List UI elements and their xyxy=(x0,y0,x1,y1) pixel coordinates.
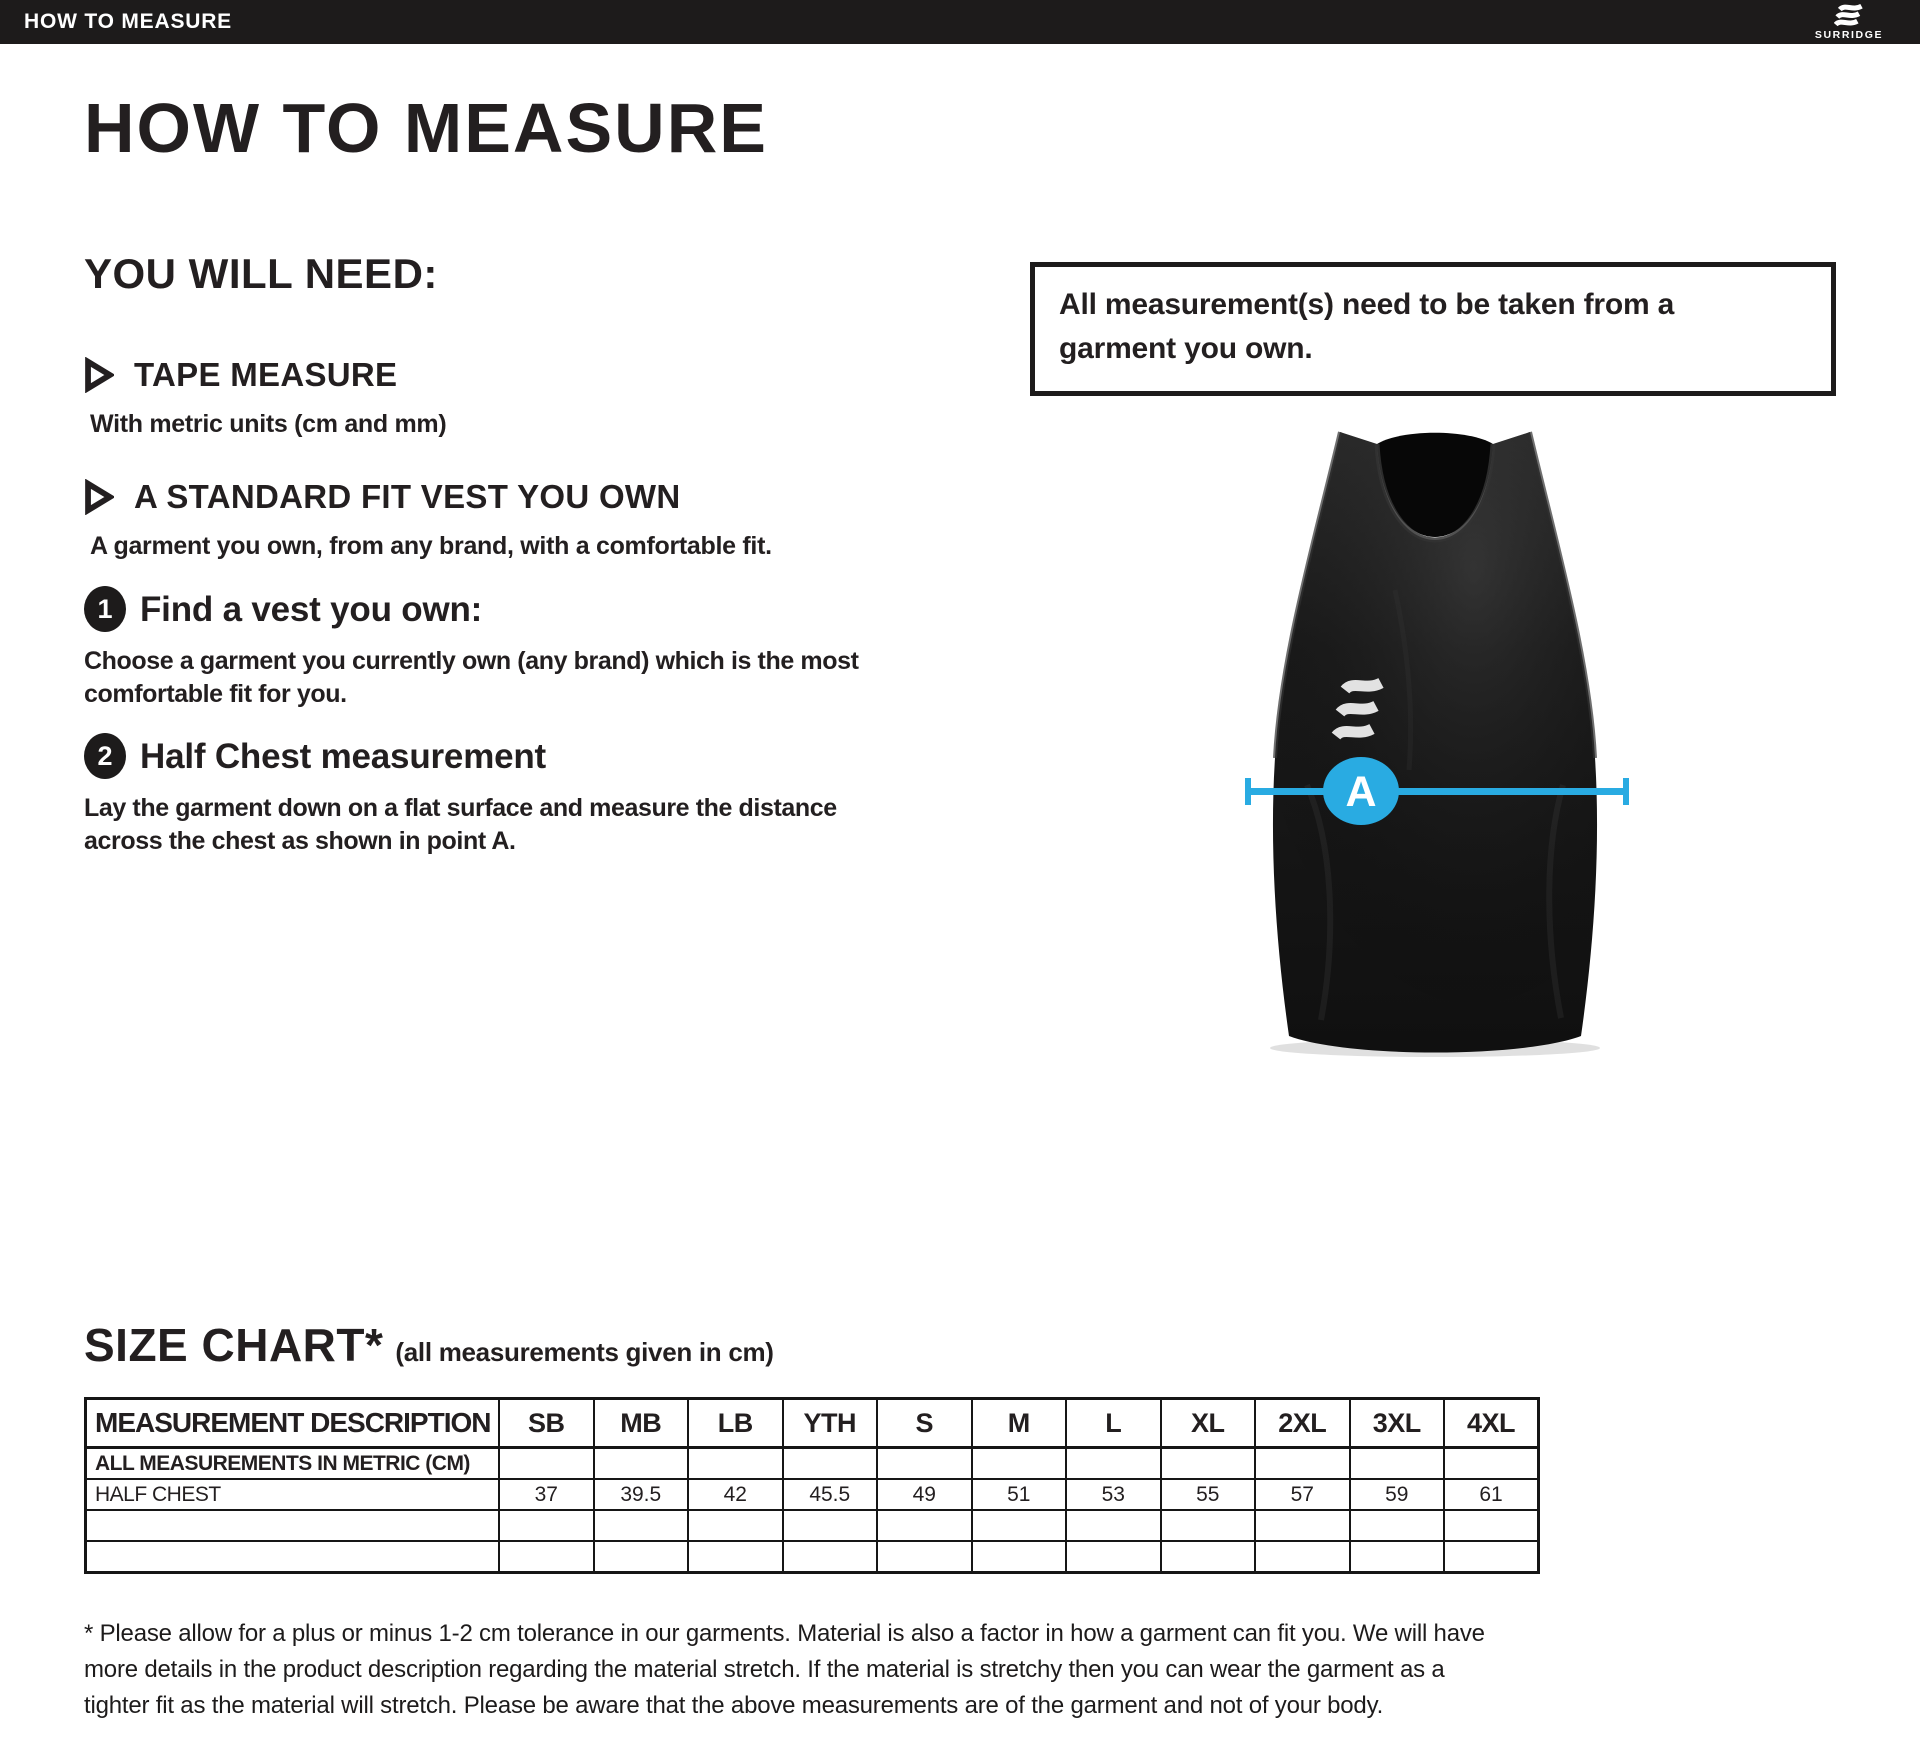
point-a-marker xyxy=(1323,757,1399,825)
size-chart-cell: 55 xyxy=(1161,1479,1256,1510)
size-chart-cell xyxy=(877,1510,972,1541)
size-chart-cell xyxy=(1444,1510,1539,1541)
step-1-line-2: comfortable fit for you. xyxy=(84,680,347,708)
need-item-standard-vest xyxy=(84,478,681,516)
size-chart-header-row xyxy=(86,1399,1539,1448)
step-1-title: Find a vest you own: xyxy=(140,590,483,629)
point-a-label: A xyxy=(1345,768,1377,816)
size-chart-cell xyxy=(1066,1541,1161,1573)
need-item-description: A garment you own, from any brand, with a comfortable fit. xyxy=(90,532,772,560)
measurement-note-box xyxy=(1030,262,1836,396)
size-chart-cell: 37 xyxy=(499,1479,594,1510)
size-chart-cell xyxy=(499,1541,594,1573)
size-chart-col-MB: MB xyxy=(594,1399,689,1448)
note-line-2: garment you own. xyxy=(1059,332,1313,365)
size-chart-heading xyxy=(84,1318,774,1372)
size-chart-col-2XL: 2XL xyxy=(1255,1399,1350,1448)
triangle-bullet-icon xyxy=(84,479,114,515)
size-chart-col-S: S xyxy=(877,1399,972,1448)
size-chart-cell: 42 xyxy=(688,1479,783,1510)
top-bar-title: HOW TO MEASURE xyxy=(24,10,232,33)
top-bar xyxy=(0,0,1920,44)
size-chart-col-XL: XL xyxy=(1161,1399,1256,1448)
size-chart-cell xyxy=(688,1541,783,1573)
brand-name: SURRIDGE xyxy=(1814,29,1884,41)
size-chart-cell xyxy=(1350,1541,1445,1573)
size-chart-cell xyxy=(972,1510,1067,1541)
size-chart-cell xyxy=(783,1448,878,1480)
size-chart-cell: 61 xyxy=(1444,1479,1539,1510)
step-2-description xyxy=(84,792,837,858)
need-item-title: A STANDARD FIT VEST YOU OWN xyxy=(134,478,681,515)
size-chart-cell xyxy=(1255,1510,1350,1541)
size-chart-row xyxy=(86,1448,1539,1480)
size-chart-cell xyxy=(1161,1448,1256,1480)
vest-illustration xyxy=(1185,420,1685,1060)
size-chart-cell xyxy=(877,1541,972,1573)
step-1-badge: 1 xyxy=(84,586,126,632)
need-item-tape-measure xyxy=(84,356,397,394)
size-chart-cell xyxy=(972,1448,1067,1480)
size-chart-title: SIZE CHART* xyxy=(84,1319,384,1371)
size-chart-col-M: M xyxy=(972,1399,1067,1448)
step-2-line-2: across the chest as shown in point A. xyxy=(84,827,516,855)
size-chart-cell xyxy=(1444,1448,1539,1480)
size-chart-row-label: ALL MEASUREMENTS IN METRIC (CM) xyxy=(86,1448,500,1480)
size-chart-cell xyxy=(688,1510,783,1541)
size-chart-cell: 51 xyxy=(972,1479,1067,1510)
size-chart-cell xyxy=(594,1448,689,1480)
step-2-badge: 2 xyxy=(84,733,126,779)
note-line-1: All measurement(s) need to be taken from a xyxy=(1059,288,1675,321)
size-chart-col-description: MEASUREMENT DESCRIPTION xyxy=(86,1399,500,1448)
size-chart-cell xyxy=(688,1448,783,1480)
size-chart-col-3XL: 3XL xyxy=(1350,1399,1445,1448)
size-chart-cell: 45.5 xyxy=(783,1479,878,1510)
size-chart-row xyxy=(86,1541,1539,1573)
size-chart-table xyxy=(84,1397,1540,1574)
page-title: HOW TO MEASURE xyxy=(84,89,768,167)
size-chart-cell xyxy=(783,1541,878,1573)
triangle-bullet-icon xyxy=(84,357,114,393)
size-chart-cell xyxy=(1444,1541,1539,1573)
size-chart-cell: 39.5 xyxy=(594,1479,689,1510)
size-chart-cell xyxy=(877,1448,972,1480)
footnote-line-2: more details in the product description regarding the material stretch. If the material is stretchy then you can wear the garment as a xyxy=(84,1656,1445,1683)
size-chart-cell xyxy=(1066,1448,1161,1480)
need-item-title: TAPE MEASURE xyxy=(134,356,398,393)
size-chart-col-4XL: 4XL xyxy=(1444,1399,1539,1448)
size-chart-row-label: HALF CHEST xyxy=(86,1479,500,1510)
size-chart-cell: 53 xyxy=(1066,1479,1161,1510)
step-2-title: Half Chest measurement xyxy=(140,737,547,776)
footnote-line-3: tighter fit as the material will stretch. Please be aware that the above measurements are of the garment and not of your body. xyxy=(84,1692,1384,1719)
size-chart-cell xyxy=(1255,1448,1350,1480)
size-chart-row-label xyxy=(86,1541,500,1573)
size-chart-col-YTH: YTH xyxy=(783,1399,878,1448)
size-chart-cell xyxy=(1255,1541,1350,1573)
size-chart-cell xyxy=(972,1541,1067,1573)
size-chart-cell xyxy=(1161,1541,1256,1573)
size-chart-col-L: L xyxy=(1066,1399,1161,1448)
step-1-description xyxy=(84,645,859,711)
size-chart-cell xyxy=(499,1510,594,1541)
size-chart-cell: 59 xyxy=(1350,1479,1445,1510)
you-will-need-heading: YOU WILL NEED: xyxy=(84,250,438,297)
size-chart-cell xyxy=(1350,1510,1445,1541)
size-chart-row xyxy=(86,1510,1539,1541)
size-chart-cell xyxy=(594,1510,689,1541)
surridge-s-icon xyxy=(1834,4,1864,30)
size-chart-row xyxy=(86,1479,1539,1510)
size-chart-cell xyxy=(1350,1448,1445,1480)
step-1-line-1: Choose a garment you currently own (any brand) which is the most xyxy=(84,647,859,675)
size-chart-cell: 49 xyxy=(877,1479,972,1510)
tolerance-footnote xyxy=(84,1616,1874,1724)
size-chart-cell xyxy=(499,1448,594,1480)
size-chart-cell xyxy=(783,1510,878,1541)
footnote-line-1: * Please allow for a plus or minus 1-2 cm tolerance in our garments. Material is also a factor in how a garment can fit you. We will have xyxy=(84,1620,1485,1647)
brand-logo xyxy=(1794,2,1904,41)
size-chart-col-SB: SB xyxy=(499,1399,594,1448)
size-chart-cell xyxy=(1161,1510,1256,1541)
size-chart-subtitle: (all measurements given in cm) xyxy=(395,1337,774,1367)
size-chart-col-LB: LB xyxy=(688,1399,783,1448)
size-chart-row-label xyxy=(86,1510,500,1541)
need-item-description: With metric units (cm and mm) xyxy=(90,410,447,438)
size-chart-cell xyxy=(1066,1510,1161,1541)
size-chart-cell: 57 xyxy=(1255,1479,1350,1510)
step-2-line-1: Lay the garment down on a flat surface and measure the distance xyxy=(84,794,837,822)
size-chart-cell xyxy=(594,1541,689,1573)
